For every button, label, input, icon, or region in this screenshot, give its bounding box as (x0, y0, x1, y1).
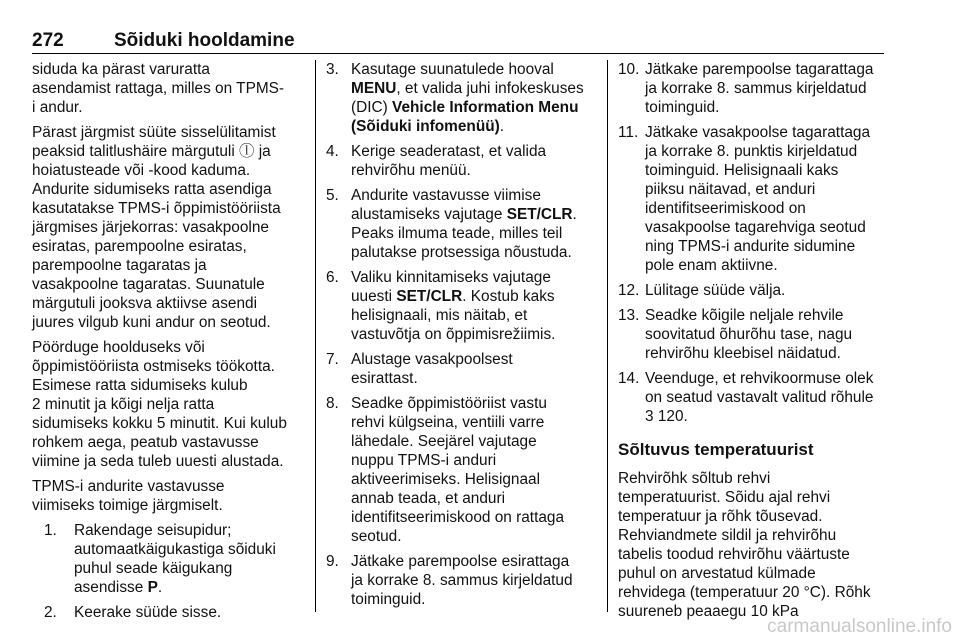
set-clr-label: SET/CLR (396, 288, 463, 305)
text-line: rehvirõhu kleebisel näidatud. (645, 345, 841, 362)
menu-name: Vehicle Information Menu (392, 99, 579, 116)
text-line: TPMS-i andurite vastavusse (32, 478, 225, 495)
text-line: asendamist rattaga, milles on TPMS- (32, 80, 285, 97)
text-line: Kasutage suunatulede hooval (351, 61, 554, 78)
text-line: vastuvõtja on õppimisrežiimis. (351, 326, 556, 343)
text-line: vasakpoolne tagaratas. Suunatule (32, 276, 265, 293)
text-line: Lülitage süüde välja. (645, 282, 786, 299)
step-number: 7. (326, 351, 339, 368)
text-fragment: . (572, 206, 577, 223)
column-divider (607, 60, 608, 612)
text-line: ja korrake 8. sammus kirjeldatud (351, 572, 573, 589)
text-fragment: , et valida juhi infokeskuses (396, 80, 584, 97)
steps-list (32, 521, 304, 622)
text-line: rohkem aega, peatub vastavusse (32, 434, 259, 451)
gear-position-label: P (147, 579, 158, 596)
text-line: Esimese ratta sidumiseks kulub (32, 377, 248, 394)
list-item (44, 521, 304, 597)
text-line: palutakse protsessiga nõustuda. (351, 244, 572, 261)
text-line: ja korrake 8. sammus kirjeldatud (645, 80, 867, 97)
text-line (351, 79, 596, 98)
step-number: 2. (44, 604, 57, 621)
list-item (618, 306, 886, 363)
text-line: rehvidega (temperatuur 20 °C). Rõhk (618, 584, 871, 601)
step-number: 8. (326, 395, 339, 412)
text-fragment: . (157, 579, 163, 596)
text-line: Jätkake vasakpoolse tagarattaga (645, 124, 871, 141)
paragraph (32, 60, 304, 117)
page-title: Sõiduki hooldamine (114, 30, 295, 51)
text-fragment: . Kostub kaks (462, 288, 555, 305)
text-line: Seadke õppimistööriist vastu (351, 395, 547, 412)
text-line: siduda ka pärast varuratta (32, 61, 210, 78)
list-item (326, 268, 596, 344)
text-fragment: uuesti (351, 288, 397, 305)
text-line: temperatuurist. Sõidu ajal rehvi (618, 489, 831, 506)
text-line: Veenduge, et rehvikoormuse olek (645, 370, 874, 387)
text-line (351, 287, 596, 306)
text-line: ning TPMS-i andurite sidumine (645, 238, 856, 255)
list-item (618, 60, 886, 117)
text-line: Peaks ilmuma teade, milles teil (351, 225, 563, 242)
list-item (326, 394, 596, 546)
list-item (326, 60, 596, 136)
paragraph (32, 477, 304, 515)
column-left (32, 60, 304, 628)
text-line: vasakpoolse tagarehviga seotud (645, 219, 866, 236)
text-line: suureneb peaaegu 10 kPa (618, 603, 799, 620)
text-fragment: asendisse (74, 579, 148, 596)
watermark: carmanualsonline.info (767, 616, 952, 637)
list-item (326, 186, 596, 262)
text-line: rehvi külgseina, ventiili varre (351, 414, 545, 431)
text-fragment: alustamiseks vajutage (351, 206, 507, 223)
step-number: 13. (618, 307, 640, 324)
step-number: 10. (618, 61, 640, 78)
list-item (326, 142, 596, 180)
text-fragment: . (499, 118, 505, 135)
page-number: 272 (32, 30, 64, 51)
text-line: on seatud vastavalt valitud rõhule (645, 389, 874, 406)
text-line: annab teada, et anduri (351, 490, 506, 507)
set-clr-label: SET/CLR (506, 206, 573, 223)
text-line: Rakendage seisupidur; (74, 522, 232, 539)
step-number: 5. (326, 187, 339, 204)
text-line: toiminguid. (645, 99, 720, 116)
text-line: Jätkake parempoolse tagarattaga (645, 61, 874, 78)
paragraph (618, 469, 886, 621)
text-line: kasutatakse TPMS-i õppimistööriista (32, 200, 281, 217)
text-line: toiminguid. Helisignaali kaks (645, 162, 839, 179)
text-line: Pärast järgmist süüte sisselülitamist (32, 124, 276, 141)
text-line: temperatuur ja rõhk tõusevad. (618, 508, 823, 525)
text-line: ja korrake 8. punktis kirjeldatud (645, 143, 858, 160)
text-line: õppimistööriista ostmiseks töökotta. (32, 358, 275, 375)
menu-key-label: MENU (351, 80, 397, 97)
steps-list (326, 60, 596, 609)
step-number: 3. (326, 61, 339, 78)
step-number: 12. (618, 282, 640, 299)
text-line: puhul on arvestatud külmade (618, 565, 816, 582)
list-item (618, 369, 886, 426)
text-line: hoiatusteade või -kood kaduma. (32, 162, 251, 179)
text-line: rehvirõhu menüü. (351, 162, 471, 179)
column-divider (315, 60, 316, 612)
list-item (618, 123, 886, 275)
step-number: 4. (326, 143, 339, 160)
text-fragment: (DIC) (351, 99, 393, 116)
page-reference-link[interactable]: 3 120. (645, 408, 688, 425)
text-line: soovitatud õhurõhu tase, nagu (645, 326, 853, 343)
text-line: tabelis toodud rehvirõhu väärtuste (618, 546, 850, 563)
paragraph (32, 338, 304, 471)
text-line: Andurite vastavusse viimise (351, 187, 541, 204)
text-line: Rehviandmete sildil ja rehvirõhu (618, 527, 837, 544)
text-line: järgmises järjekorras: vasakpoolne (32, 219, 269, 236)
text-line (74, 578, 304, 597)
text-line: sidumiseks kokku 5 minutit. Kui kulub (32, 415, 287, 432)
text-line: identifitseerimiskood on (645, 200, 806, 217)
menu-name-translation: (Sõiduki infomenüü) (351, 118, 500, 135)
text-line: Keerake süüde sisse. (74, 604, 222, 621)
text-line (351, 117, 596, 136)
column-right (618, 60, 886, 627)
text-line: Kerige seaderatast, et valida (351, 143, 547, 160)
text-line: Jätkake parempoolse esirattaga (351, 553, 570, 570)
text-line: automaatkäigukastiga sõiduki (74, 541, 276, 558)
text-line (351, 205, 596, 224)
header-divider (32, 53, 884, 54)
text-line: seotud. (351, 528, 402, 545)
text-line: esirattast. (351, 370, 418, 387)
section-heading: Sõltuvus temperatuurist (618, 440, 814, 459)
text-line: puhul seade käigukang (74, 560, 233, 577)
text-line: Alustage vasakpoolsest (351, 351, 513, 368)
step-number: 14. (618, 370, 640, 387)
text-line: Rehvirõhk sõltub rehvi (618, 470, 771, 487)
text-line: viimiseks toimige järgmiselt. (32, 497, 223, 514)
text-line: Seadke kõigile neljale rehvile (645, 307, 844, 324)
text-line: viimine ja seda tuleb uuesti alustada. (32, 453, 284, 470)
text-line: aktiveerimiseks. Helisignaal (351, 471, 541, 488)
text-line: esiratas, parempoolne esiratas, (32, 238, 247, 255)
text-line (351, 98, 596, 117)
text-line: parempoolne tagaratas ja (32, 257, 207, 274)
step-number: 6. (326, 269, 339, 286)
text-line: piiksu näitavad, et anduri (645, 181, 816, 198)
text-line: helisignaali, mis näitab, et (351, 307, 528, 324)
text-line: toiminguid. (351, 591, 426, 608)
text-line: peaksid talitlushäire märgutuli ⓛ ja (32, 143, 271, 160)
step-number: 9. (326, 553, 339, 570)
page-header (32, 30, 884, 54)
text-line: i andur. (32, 99, 83, 116)
paragraph (32, 123, 304, 332)
text-line: juures vilgub kuni andur on seotud. (32, 314, 271, 331)
column-middle (326, 60, 596, 615)
list-item (326, 350, 596, 388)
text-line: identifitseerimiskood on rattaga (351, 509, 565, 526)
steps-list (618, 60, 886, 426)
list-item (326, 552, 596, 609)
text-line: lähedale. Seejärel vajutage (351, 433, 537, 450)
text-line: 2 minutit ja kõigi nelja ratta (32, 396, 215, 413)
text-line: pole enam aktiivne. (645, 257, 778, 274)
list-item (44, 603, 304, 622)
text-line: Valiku kinnitamiseks vajutage (351, 269, 551, 286)
step-number: 1. (44, 522, 57, 539)
list-item (618, 281, 886, 300)
text-line: Andurite sidumiseks ratta asendiga (32, 181, 272, 198)
text-line: nuppu TPMS-i anduri (351, 452, 497, 469)
text-line: märgutuli jooksva aktiivse asendi (32, 295, 257, 312)
step-number: 11. (618, 124, 639, 141)
text-line: Pöörduge hoolduseks või (32, 339, 205, 356)
